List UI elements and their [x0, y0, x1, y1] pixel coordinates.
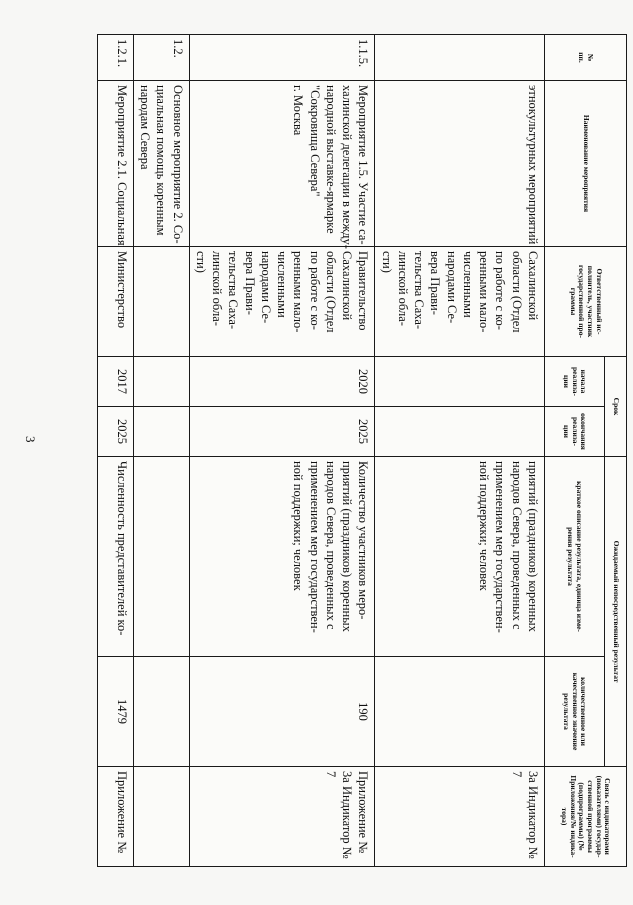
- text-line: народами Се-: [259, 251, 273, 324]
- text-line: ции: [562, 375, 572, 388]
- cell-num: [375, 35, 545, 81]
- text-line: (показателями) государ-: [594, 775, 604, 858]
- text-line: приятий (праздников) коренных: [526, 461, 540, 632]
- text-line: 3а Индикатор №: [340, 771, 355, 859]
- header-name: Наименование мероприятия: [545, 81, 627, 247]
- table-row: [375, 35, 545, 867]
- table-row: [134, 35, 190, 867]
- cell-num: 1.1.5.: [189, 35, 375, 81]
- text-line: количественное или: [579, 677, 589, 746]
- text-line: ренными мало-: [477, 251, 492, 333]
- text-line: граммы: [568, 287, 578, 316]
- text-line: реализа-: [570, 416, 580, 447]
- text-line: Сахалинской: [340, 251, 355, 321]
- text-line: численными: [461, 251, 475, 318]
- cell-end: [375, 407, 545, 457]
- text-line: сти): [194, 251, 208, 273]
- text-line: государственной про-: [577, 265, 587, 338]
- cell-executor: [189, 247, 375, 357]
- cell-link: [375, 767, 545, 867]
- header-num: [545, 35, 627, 81]
- table-row: [98, 35, 134, 867]
- text-line: области (Отдел: [509, 251, 524, 333]
- text-line: по работе с ко-: [493, 251, 508, 330]
- text-line: халинской делегации в между-: [340, 85, 355, 249]
- text-line: тельства Саха-: [412, 251, 427, 330]
- text-line: народной выставке-ярмарке: [324, 85, 338, 234]
- text-line: приятий (праздников) коренных: [340, 461, 355, 632]
- text-line: г. Москва: [291, 85, 306, 136]
- text-line: №: [586, 53, 596, 62]
- cell-result-desc: [134, 457, 190, 657]
- text-line: народов Севера, проведенных с: [509, 461, 524, 630]
- text-line: пп.: [577, 52, 587, 63]
- text-line: Приложение №: [115, 771, 129, 854]
- text-line: 3а Индикатор №: [526, 771, 540, 859]
- text-line: Правительство: [356, 251, 371, 331]
- cell-name: [134, 81, 190, 247]
- cell-name: [98, 81, 134, 247]
- text-line: народами Се-: [444, 251, 459, 324]
- text-line: "Сокровища Севера": [307, 85, 322, 197]
- cell-executor: [375, 247, 545, 357]
- header-link: [545, 767, 627, 867]
- text-line: Мероприятие 2.1. Социальная: [115, 85, 129, 246]
- text-line: Министерство: [115, 251, 129, 329]
- page-number: 3: [23, 436, 38, 443]
- text-line: этнокультурных мероприятий: [526, 85, 540, 245]
- text-line: народам Севера: [138, 85, 153, 170]
- header-term-end: [545, 407, 605, 457]
- text-line: циальная помощь коренным: [154, 85, 169, 236]
- text-line: по работе с ко-: [307, 251, 322, 330]
- cell-result-value: 1479: [98, 657, 134, 767]
- text-line: реализа-: [570, 366, 580, 397]
- cell-end: 2025: [189, 407, 375, 457]
- cell-start: 2017: [98, 357, 134, 407]
- cell-link: [134, 767, 190, 867]
- cell-start: 2020: [189, 357, 375, 407]
- text-line: Основное мероприятие 2. Со-: [170, 85, 185, 244]
- header-result: Ожидаемый непосредственный результат: [605, 457, 627, 767]
- text-line: применением мер государствен-: [493, 461, 508, 633]
- cell-name: [189, 81, 375, 247]
- cell-result-value: 190: [189, 657, 375, 767]
- cell-end: 2025: [98, 407, 134, 457]
- cell-result-value: [375, 657, 545, 767]
- cell-start: [375, 357, 545, 407]
- text-line: краткое описание результата, единица изме-: [575, 481, 585, 632]
- text-line: Приложение №: [356, 771, 371, 854]
- text-line: численными: [275, 251, 290, 318]
- text-line: Сахалинской: [526, 251, 540, 321]
- text-line: ции: [562, 425, 572, 438]
- text-line: окончания: [579, 413, 589, 450]
- cell-num: 1.2.: [134, 35, 190, 81]
- cell-end: [134, 407, 190, 457]
- text-line: качественное значение: [570, 672, 580, 751]
- header-result-value: [545, 657, 605, 767]
- text-line: тора): [560, 807, 570, 826]
- header-result-desc: [545, 457, 605, 657]
- text-line: вера Прави-: [242, 251, 257, 315]
- text-line: ренными мало-: [291, 251, 306, 333]
- text-line: линской обла-: [396, 251, 410, 326]
- cell-link: [98, 767, 134, 867]
- cell-name: [375, 81, 545, 247]
- text-line: сти): [379, 251, 394, 273]
- text-line: 7: [509, 771, 524, 778]
- text-line: Приложения/№ индика-: [568, 775, 578, 858]
- cell-result-desc: [375, 457, 545, 657]
- text-line: линской обла-: [210, 251, 225, 326]
- text-line: ной поддержки; человек: [291, 461, 306, 591]
- header-row-1: [605, 35, 627, 867]
- rotated-table-container: [115, 34, 627, 866]
- cell-result-desc: [189, 457, 375, 657]
- text-line: области (Отдел: [324, 251, 338, 333]
- text-line: рения результата: [566, 527, 576, 586]
- cell-executor: [98, 247, 134, 357]
- header-executor: [545, 247, 627, 357]
- text-line: начала: [579, 369, 589, 394]
- cell-link: [189, 767, 375, 867]
- cell-result-desc: [98, 457, 134, 657]
- text-line: Ответственный ис-: [594, 268, 604, 335]
- text-line: Количество участников меро-: [356, 461, 371, 620]
- text-line: 7: [324, 771, 338, 778]
- text-line: (подпрограммы) (№: [577, 782, 587, 851]
- header-term: Срок: [605, 357, 627, 457]
- activities-table: [97, 34, 627, 867]
- text-line: ственной программы: [586, 780, 596, 853]
- text-line: народов Севера, проведенных с: [324, 461, 338, 630]
- text-line: полнитель, участник: [586, 265, 596, 338]
- text-line: тельства Саха-: [226, 251, 241, 330]
- cell-start: [134, 357, 190, 407]
- cell-result-value: [134, 657, 190, 767]
- table-row: [189, 35, 375, 867]
- text-line: Связь с индикаторами: [603, 778, 613, 855]
- text-line: результата: [562, 693, 572, 730]
- text-line: вера Прави-: [428, 251, 443, 315]
- cell-num: 1.2.1.: [98, 35, 134, 81]
- text-line: Мероприятие 1.5. Участие са-: [356, 85, 371, 245]
- text-line: ной поддержки; человек: [477, 461, 492, 591]
- text-line: применением мер государствен-: [307, 461, 322, 633]
- text-line: Численность представителей ко-: [115, 461, 129, 636]
- cell-executor: [134, 247, 190, 357]
- header-term-start: [545, 357, 605, 407]
